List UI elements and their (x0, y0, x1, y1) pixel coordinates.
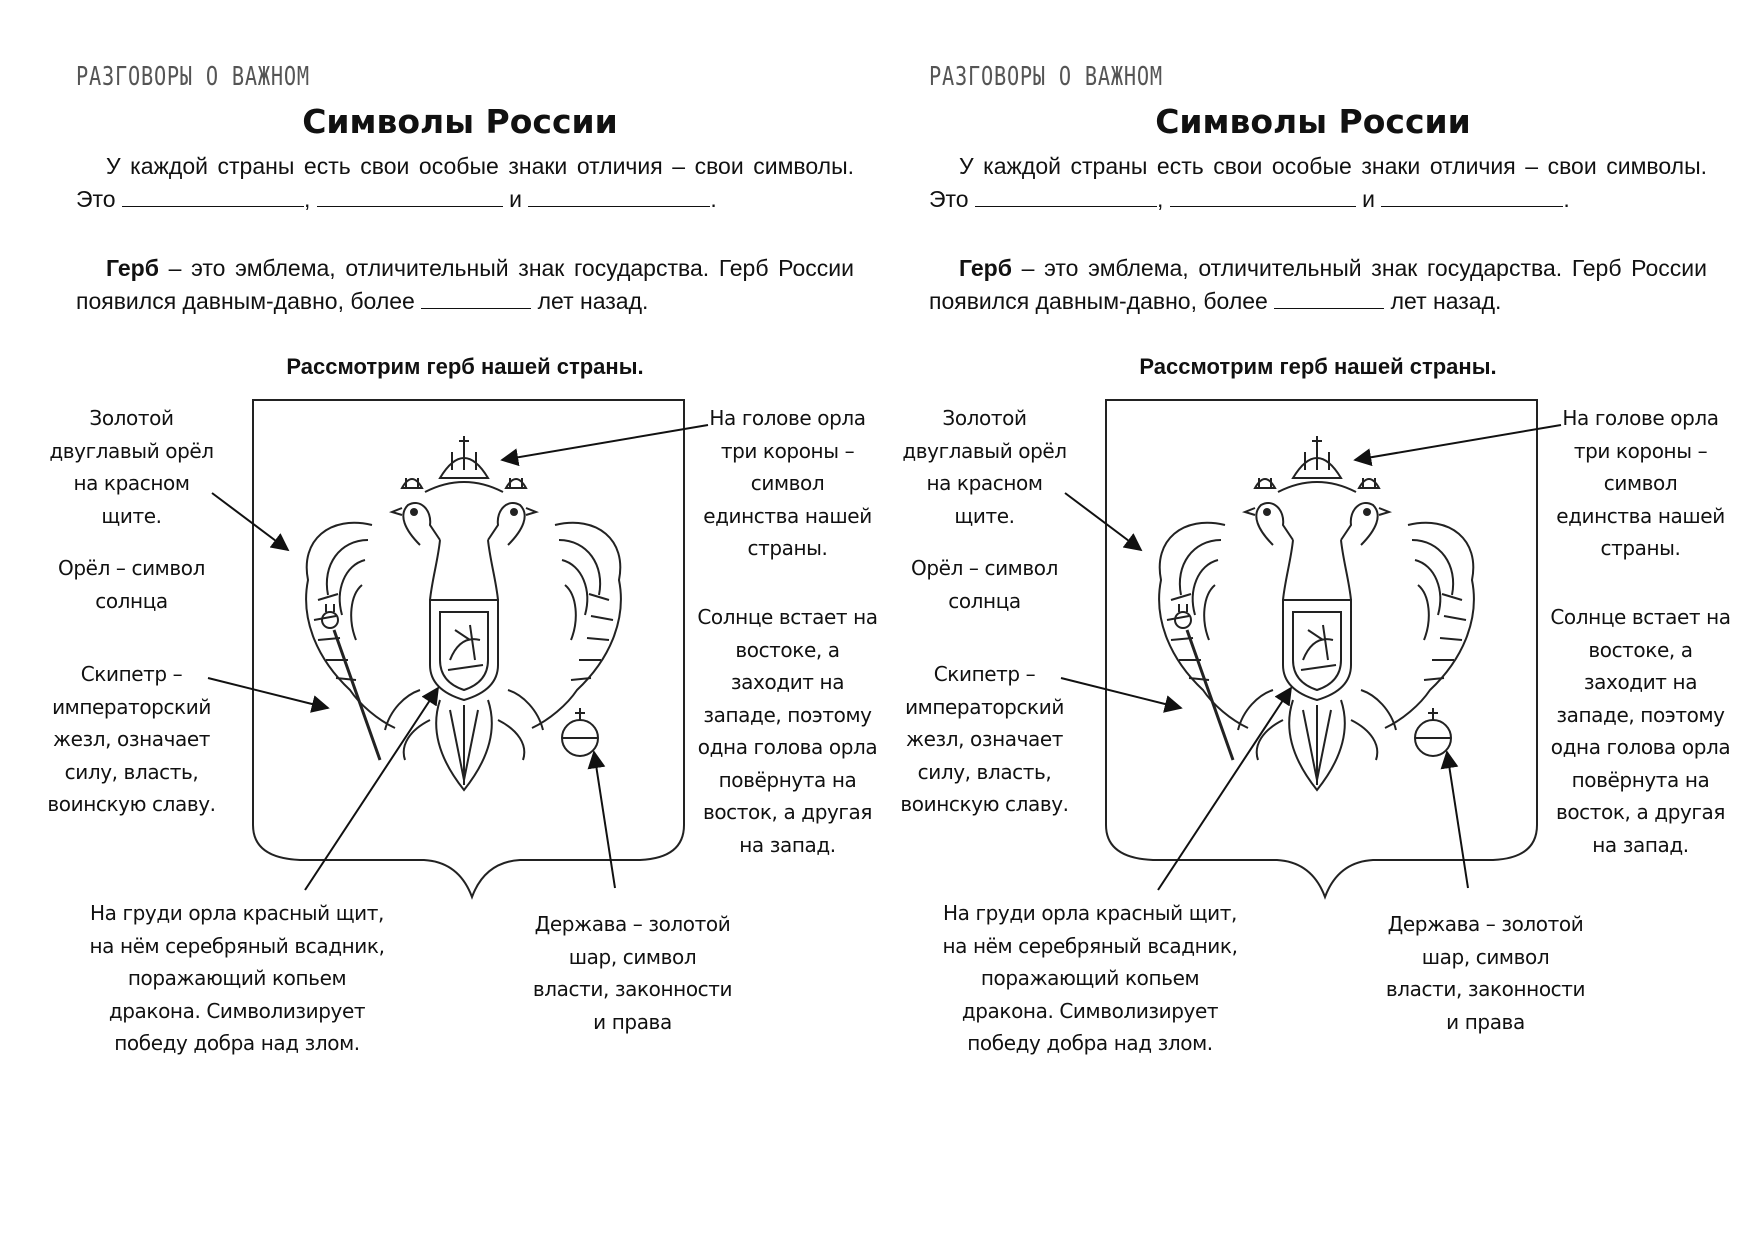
series-header: РАЗГОВОРЫ О ВАЖНОМ (76, 62, 310, 92)
intro-paragraph: У каждой страны есть свои особые знаки отличия – свои символы. Это , и . (76, 153, 854, 212)
worksheet-title: Символы России (1155, 102, 1471, 141)
gerb-text: – это эмблема, отличительный знак государства. Герб России появился давным-давно, более (76, 255, 854, 314)
caption-eagle-sun: Орёл – символ солнца (58, 556, 205, 613)
worksheet-right (853, 0, 1730, 1241)
section-subtitle: Рассмотрим герб нашей страны. (286, 354, 644, 379)
arrow-icon (208, 425, 708, 890)
caption-east-west: Солнце встает на востоке, а заходит на западе, поэтому одна голова орла повёрнута на восток, а другая на запад. (697, 605, 878, 857)
caption-scepter: Скипетр – императорский жезл, означает силу, власть, воинскую славу. (900, 662, 1069, 816)
caption-orb: Держава – золотой шар, символ власти, законности и права (532, 912, 733, 1034)
intro-text: У каждой страны есть свои особые знаки отличия – свои символы. Это (76, 153, 854, 212)
caption-scepter: Скипетр – императорский жезл, означает силу, власть, воинскую славу. (47, 662, 216, 816)
intro-paragraph: У каждой страны есть свои особые знаки отличия – свои символы. Это , и . (929, 153, 1707, 212)
worksheet-title: Символы России (302, 102, 618, 141)
caption-crowns: На голове орла три короны – символ единства нашей страны. (703, 406, 872, 560)
section-subtitle: Рассмотрим герб нашей страны. (1139, 354, 1497, 379)
intro-and: и (509, 186, 523, 212)
caption-crowns: На голове орла три короны – символ единства нашей страны. (1556, 406, 1725, 560)
caption-east-west: Солнце встает на востоке, а заходит на западе, поэтому одна голова орла повёрнута на восток, а другая на запад. (1550, 605, 1731, 857)
caption-golden-eagle: Золотой двуглавый орёл на красном щите. (902, 406, 1067, 528)
caption-orb: Держава – золотой шар, символ власти, законности и права (1385, 912, 1586, 1034)
intro-and: и (1362, 186, 1376, 212)
intro-text: У каждой страны есть свои особые знаки отличия – свои символы. Это (929, 153, 1707, 212)
caption-chest-shield: На груди орла красный щит, на нём серебряный всадник, поражающий копьем дракона. Символизирует победу добра над злом. (89, 901, 385, 1055)
gerb-text-end: лет назад. (537, 288, 649, 314)
gerb-text: – это эмблема, отличительный знак государства. Герб России появился давным-давно, более (929, 255, 1707, 314)
coat-of-arms-eagle-icon (1159, 436, 1474, 790)
arrow-icon (1061, 425, 1561, 890)
series-header: РАЗГОВОРЫ О ВАЖНОМ (929, 62, 1163, 92)
gerb-text-end: лет назад. (1390, 288, 1502, 314)
coat-of-arms-eagle-icon (306, 436, 621, 790)
caption-golden-eagle: Золотой двуглавый орёл на красном щите. (49, 406, 214, 528)
caption-chest-shield: На груди орла красный щит, на нём серебряный всадник, поражающий копьем дракона. Символизирует победу добра над злом. (942, 901, 1238, 1055)
gerb-term: Герб (959, 255, 1012, 281)
gerb-term: Герб (106, 255, 159, 281)
caption-eagle-sun: Орёл – символ солнца (911, 556, 1058, 613)
